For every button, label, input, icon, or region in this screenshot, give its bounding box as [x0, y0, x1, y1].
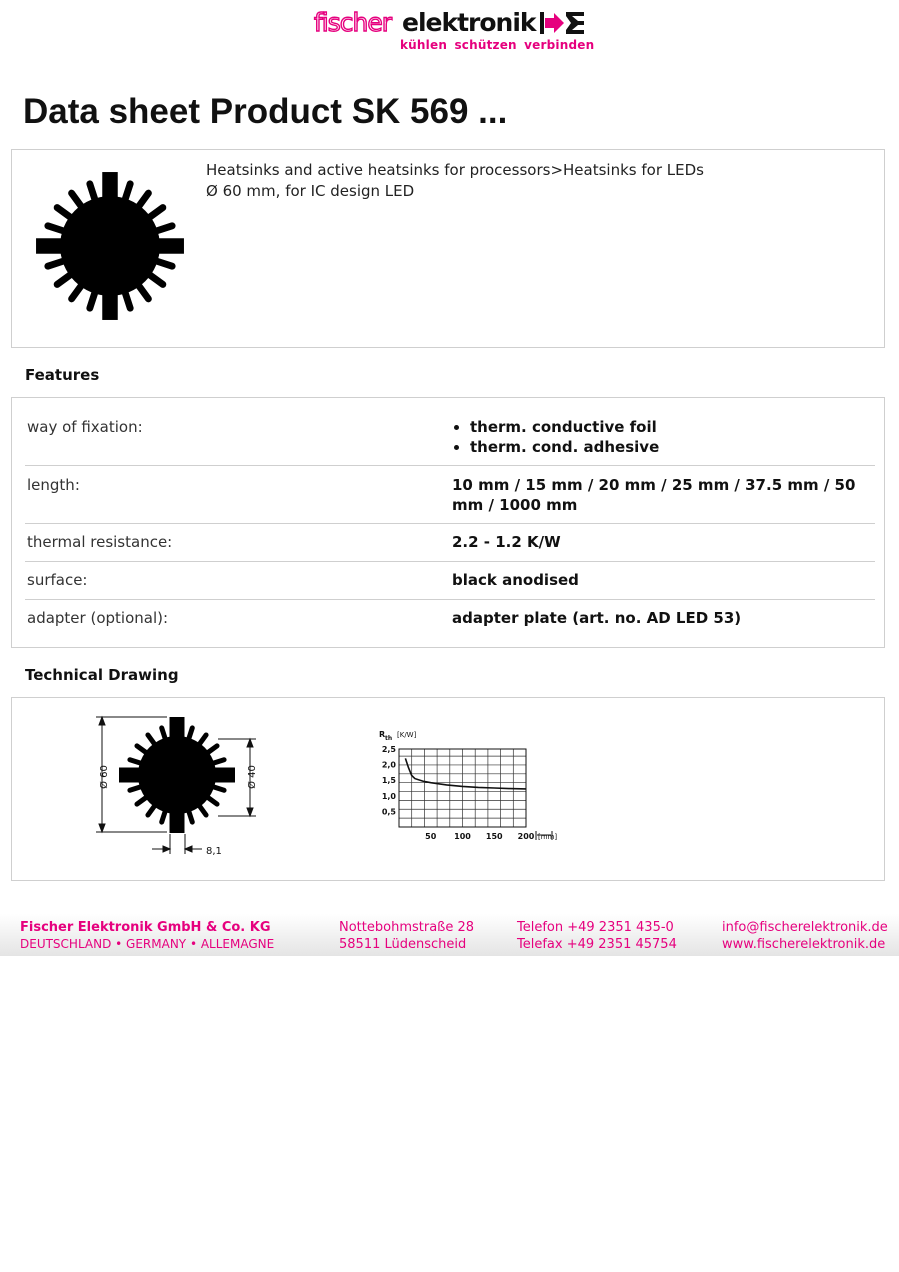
- feature-value: [452, 417, 882, 457]
- heatsink-star-profile-icon: [24, 160, 196, 332]
- brand-tagline: kühlen schützen verbinden: [400, 38, 595, 52]
- x-tick-label: 50: [425, 832, 437, 841]
- x-unit-label: [mm]: [538, 833, 558, 841]
- feature-label: surface:: [27, 571, 88, 589]
- feature-label: thermal resistance:: [27, 533, 173, 551]
- footer-company: Fischer Elektronik GmbH & Co. KG: [20, 920, 271, 935]
- y-tick-label: 1,0: [381, 791, 396, 801]
- footer-address-block: [339, 919, 474, 953]
- feature-value: black anodised: [452, 571, 579, 589]
- heatsink-profile-drawing: [119, 717, 235, 833]
- page-footer: [0, 914, 899, 956]
- feature-label: way of fixation:: [27, 418, 143, 436]
- dimension-width: [152, 834, 202, 854]
- x-tick-label: 150: [485, 832, 503, 841]
- feature-row-adapter: [25, 600, 875, 638]
- y-tick-label: 2,5: [381, 745, 396, 754]
- footer-city: 58511 Lüdenscheid: [339, 937, 467, 952]
- y-tick-label: 1,5: [381, 776, 396, 786]
- footer-phone: Telefon +49 2351 435-0: [517, 920, 674, 935]
- y-tick-label: 0,5: [381, 807, 396, 817]
- feature-label: adapter (optional):: [27, 609, 169, 627]
- footer-contact-block: [722, 919, 888, 953]
- technical-drawing-heading: Technical Drawing: [25, 666, 179, 684]
- brand-name-part2: elektronik: [402, 8, 536, 37]
- feature-row-length: [25, 466, 875, 524]
- brand-arrow-icon: [540, 12, 584, 34]
- footer-street: Nottebohmstraße 28: [339, 920, 475, 935]
- product-summary-box: [11, 149, 885, 348]
- feature-label: length:: [27, 476, 80, 494]
- dim-inner-label: Ø 40: [247, 765, 258, 789]
- dim-outer-label: Ø 60: [99, 765, 110, 789]
- feature-value: 10 mm / 15 mm / 20 mm / 25 mm / 37.5 mm / 50 mm / 1000 mm: [452, 476, 856, 514]
- product-category-path: Heatsinks and active heatsinks for processors>Heatsinks for LEDs: [206, 161, 704, 179]
- feature-value: 2.2 - 1.2 K/W: [452, 533, 561, 551]
- technical-drawing-canvas: [12, 698, 884, 880]
- product-category-text: [206, 160, 704, 202]
- product-description: Ø 60 mm, for IC design LED: [206, 182, 415, 200]
- y-axis-label: R: [379, 730, 386, 739]
- features-heading: Features: [25, 366, 100, 384]
- x-tick-label: 100: [454, 832, 471, 841]
- brand-logo: [314, 8, 595, 54]
- list-item: • therm. conductive foil: [470, 417, 882, 437]
- technical-drawing-box: [11, 697, 885, 881]
- page-title: Data sheet Product SK 569 ...: [23, 92, 508, 131]
- y-tick-label: 2,0: [381, 760, 396, 770]
- feature-row-surface: [25, 562, 875, 600]
- footer-email-link[interactable]: info@fischerelektronik.de: [722, 920, 888, 935]
- feature-value: adapter plate (art. no. AD LED 53): [452, 609, 742, 627]
- x-tick-label: 200: [517, 832, 535, 841]
- footer-phone-block: [517, 919, 677, 953]
- list-item: • therm. cond. adhesive: [470, 437, 882, 457]
- features-table: [11, 397, 885, 648]
- footer-company-block: [20, 919, 274, 953]
- thermal-resistance-chart: [379, 730, 557, 841]
- feature-row-fixation: [25, 408, 875, 466]
- footer-country: DEUTSCHLAND • GERMANY • ALLEMAGNE: [20, 937, 275, 951]
- dim-width-label: 8,1: [206, 846, 222, 857]
- feature-row-thermal-resistance: [25, 524, 875, 562]
- y-axis-sub-label: th: [385, 735, 393, 742]
- footer-fax: Telefax +49 2351 45754: [517, 937, 677, 952]
- y-unit-label: [K/W]: [397, 731, 417, 739]
- fixation-options-list: [452, 417, 882, 457]
- brand-name-part1: fischer: [314, 8, 392, 37]
- footer-web-link[interactable]: www.fischerelektronik.de: [722, 937, 886, 952]
